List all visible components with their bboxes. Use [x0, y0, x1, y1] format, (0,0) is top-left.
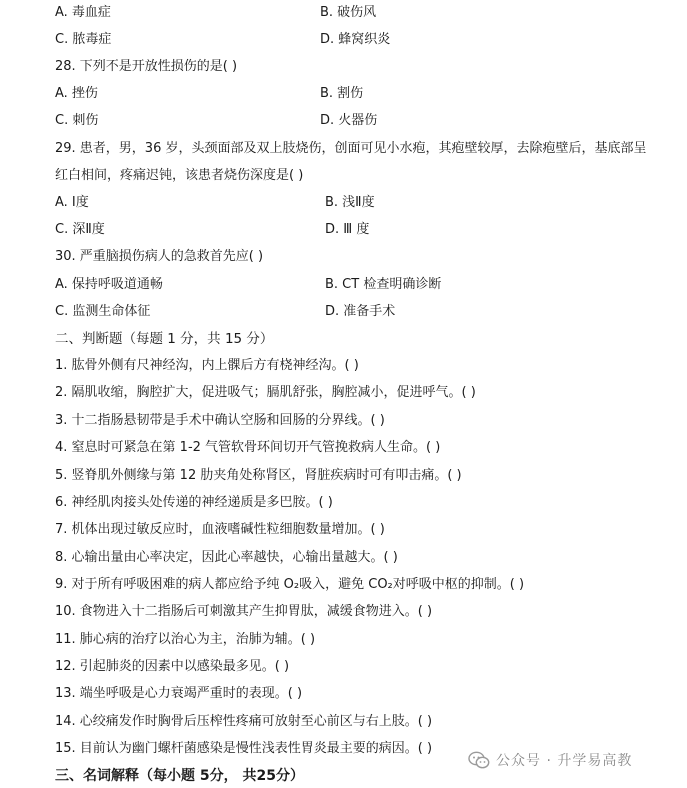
q30-option-b: B. CT 检查明确诊断	[325, 277, 442, 292]
q28-option-b: B. 割伤	[320, 86, 364, 101]
q27-option-c: C. 脓毒症	[55, 32, 112, 47]
q30-option-d: D. 准备手术	[325, 304, 396, 319]
q30-option-c: C. 监测生命体征	[55, 304, 151, 319]
judgment-item: 4. 窒息时可紧急在第 1-2 气管软骨环间切开气管挽救病人生命。( )	[55, 440, 441, 455]
judgment-item: 10. 食物进入十二指肠后可刺激其产生抑胃肽，减缓食物进入。( )	[55, 604, 433, 619]
q29-option-b: B. 浅Ⅱ度	[325, 195, 375, 210]
q29-option-c: C. 深Ⅱ度	[55, 222, 105, 237]
q27-option-b: B. 破伤风	[320, 5, 377, 20]
wechat-watermark	[468, 749, 632, 771]
q29-option-d: D. Ⅲ 度	[325, 222, 370, 237]
q29-option-a: A. Ⅰ度	[55, 195, 89, 210]
q28-option-c: C. 刺伤	[55, 113, 99, 128]
section3-heading: 三、名词解释（每小题 5分， 共25分）	[55, 768, 304, 784]
q29-stem: 29. 患者，男，36 岁，头颈面部及双上肢烧伤，创面可见小水疱，其疱壁较厚，去除疱壁后，基底部呈红白相间，疼痛迟钝，该患者烧伤深度是( )	[55, 141, 647, 183]
judgment-item: 9. 对于所有呼吸困难的病人都应给予纯 O₂吸入，避免 CO₂对呼吸中枢的抑制。( )	[55, 577, 525, 592]
q27-option-d: D. 蜂窝织炎	[320, 32, 391, 47]
judgment-item: 5. 竖脊肌外侧缘与第 12 肋夹角处称肾区，肾脏疾病时可有叩击痛。( )	[55, 468, 462, 483]
watermark-text: 公众号 · 升学易高教	[496, 753, 633, 769]
q28-option-d: D. 火器伤	[320, 113, 378, 128]
judgment-item: 15. 目前认为幽门螺杆菌感染是慢性浅表性胃炎最主要的病因。( )	[55, 741, 433, 756]
judgment-item: 1. 肱骨外侧有尺神经沟，内上髁后方有桡神经沟。( )	[55, 358, 359, 373]
judgment-item: 13. 端坐呼吸是心力衰竭严重时的表现。( )	[55, 686, 303, 701]
judgment-item: 3. 十二指肠悬韧带是手术中确认空肠和回肠的分界线。( )	[55, 413, 385, 428]
q30-stem: 30. 严重脑损伤病人的急救首先应( )	[55, 249, 264, 264]
q28-option-a: A. 挫伤	[55, 86, 98, 101]
judgment-item: 8. 心输出量由心率决定，因此心率越快，心输出量越大。( )	[55, 550, 398, 565]
q30-option-a: A. 保持呼吸道通畅	[55, 277, 163, 292]
judgment-item: 7. 机体出现过敏反应时，血液嗜碱性粒细胞数量增加。( )	[55, 522, 385, 537]
judgment-item: 2. 隔肌收缩，胸腔扩大，促进吸气；膈肌舒张，胸腔减小，促进呼气。( )	[55, 385, 476, 400]
judgment-item: 14. 心绞痛发作时胸骨后压榨性疼痛可放射至心前区与右上肢。( )	[55, 714, 433, 729]
section2-heading: 二、判断题（每题 1 分，共 15 分）	[55, 331, 274, 347]
q28-stem: 28. 下列不是开放性损伤的是( )	[55, 59, 238, 74]
judgment-item: 12. 引起肺炎的因素中以感染最多见。( )	[55, 659, 290, 674]
judgment-item: 6. 神经肌肉接头处传递的神经递质是多巴胺。( )	[55, 495, 333, 510]
judgment-item: 11. 肺心病的治疗以治心为主，治肺为辅。( )	[55, 632, 316, 647]
wechat-icon	[468, 751, 490, 769]
q27-option-a: A. 毒血症	[55, 5, 111, 20]
